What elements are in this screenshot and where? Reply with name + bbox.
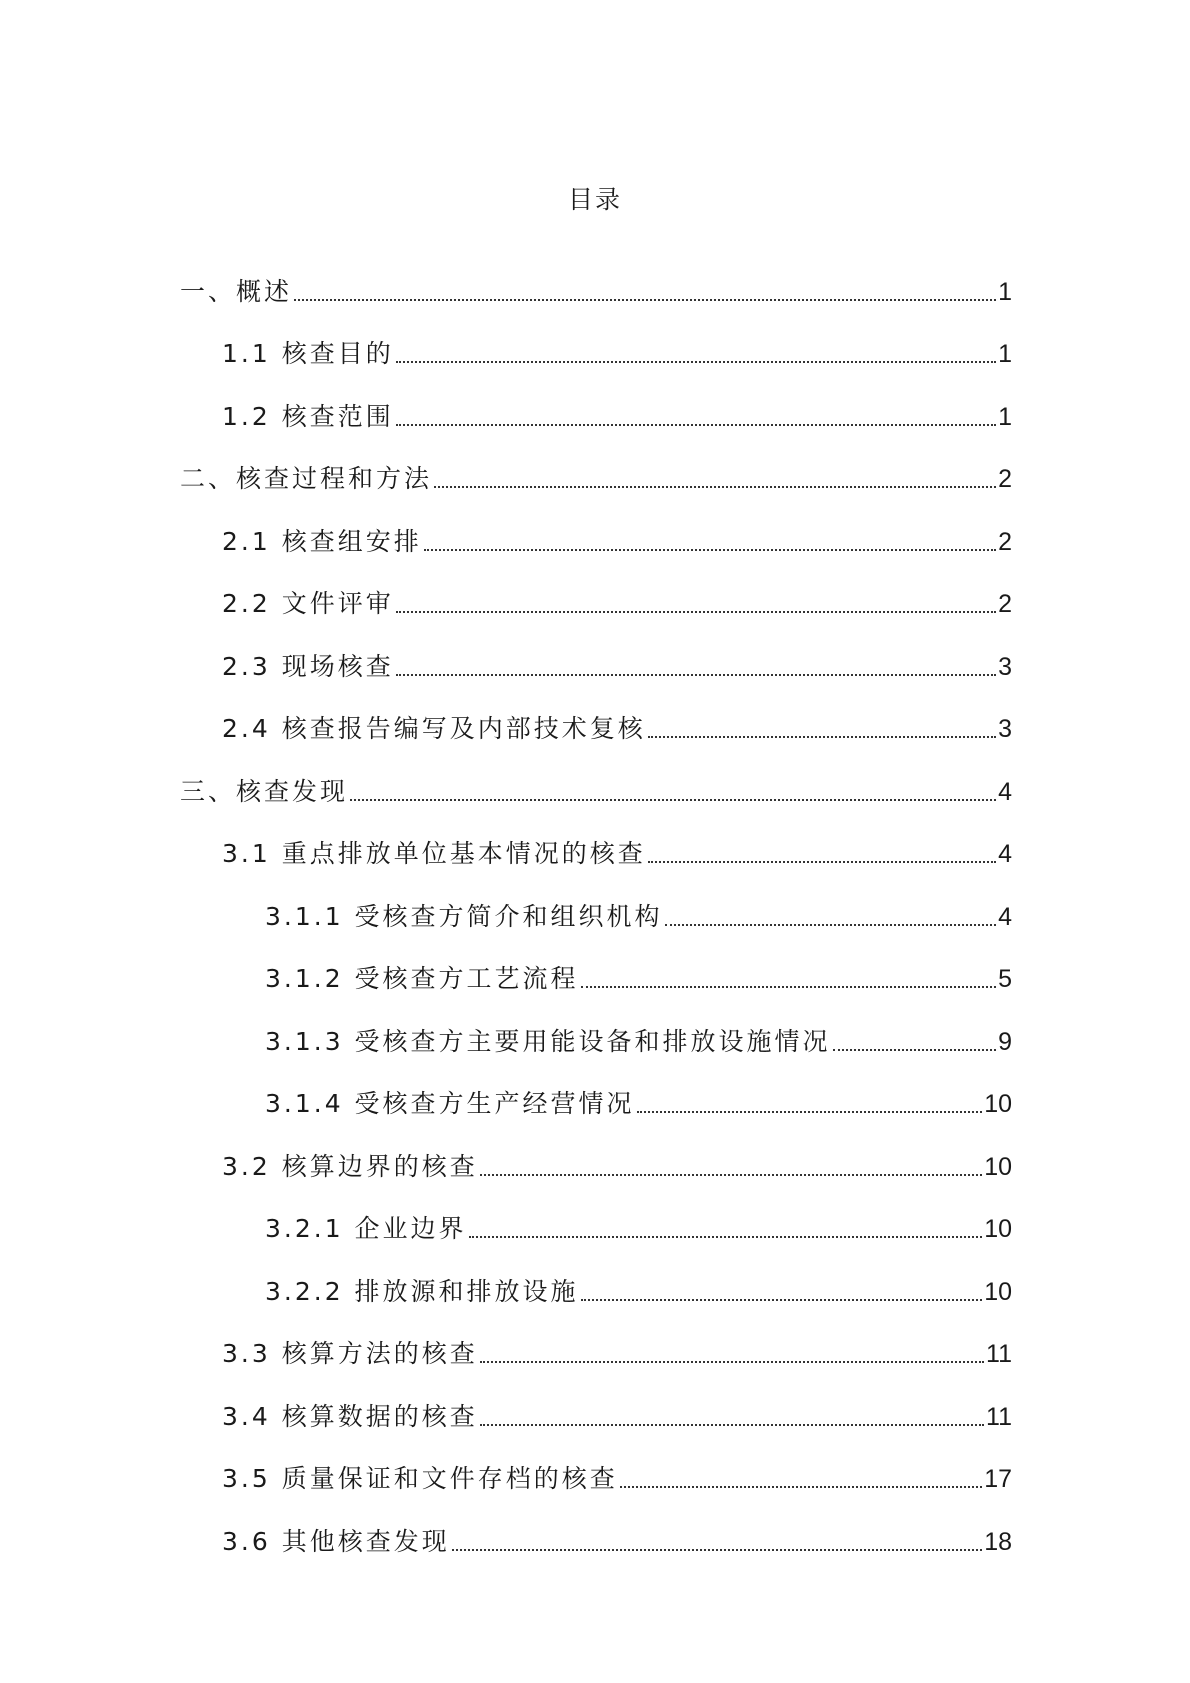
toc-dot-leader <box>480 1361 984 1363</box>
toc-entry[interactable] <box>180 1432 1012 1495</box>
toc-entry-text: 2.1 核查组安排 <box>222 526 422 556</box>
toc-page-number: 10 <box>984 1152 1012 1181</box>
toc-page-number: 17 <box>984 1465 1012 1493</box>
toc-entry-text: 2.3 现场核查 <box>222 651 394 681</box>
toc-entry-text: 三、核查发现 <box>180 776 349 806</box>
toc-entry[interactable] <box>180 307 1012 370</box>
toc-entry[interactable] <box>180 807 1012 870</box>
toc-title: 目录 <box>567 185 622 214</box>
toc-dot-leader <box>396 424 996 426</box>
toc-entry[interactable] <box>180 1119 1012 1182</box>
toc-dot-leader <box>620 1486 982 1488</box>
toc-entry[interactable] <box>180 1494 1012 1557</box>
toc-entry[interactable] <box>180 619 1012 682</box>
toc-entry-text: 2.2 文件评审 <box>222 589 394 618</box>
toc-entry[interactable] <box>180 557 1012 620</box>
toc-entry-text: 3.1.2 受核查方工艺流程 <box>265 964 579 993</box>
table-of-contents <box>180 244 1012 1557</box>
toc-page-number: 10 <box>984 1215 1012 1243</box>
toc-entry[interactable] <box>180 1057 1012 1120</box>
toc-dot-leader <box>480 1424 984 1426</box>
toc-page-number: 4 <box>998 777 1012 806</box>
toc-page-number: 2 <box>998 527 1012 556</box>
toc-page-number: 2 <box>998 590 1012 618</box>
toc-page-number: 5 <box>998 965 1012 993</box>
toc-dot-leader <box>396 361 996 363</box>
toc-entry-text: 3.1.4 受核查方生产经营情况 <box>265 1089 635 1118</box>
toc-entry[interactable] <box>180 244 1012 307</box>
toc-entry-text: 3.2.2 排放源和排放设施 <box>265 1276 579 1306</box>
toc-entry[interactable] <box>180 432 1012 495</box>
toc-entry[interactable] <box>180 1244 1012 1307</box>
toc-dot-leader <box>452 1549 982 1551</box>
toc-page-number: 2 <box>998 465 1012 493</box>
toc-dot-leader <box>469 1236 983 1238</box>
toc-entry[interactable] <box>180 869 1012 932</box>
toc-entry[interactable] <box>180 682 1012 745</box>
toc-entry-text: 3.6 其他核查发现 <box>222 1526 450 1556</box>
toc-dot-leader <box>648 861 996 863</box>
toc-entry[interactable] <box>180 369 1012 432</box>
toc-entry-text: 1.2 核查范围 <box>222 401 394 431</box>
toc-entry-text: 3.2.1 企业边界 <box>265 1214 467 1243</box>
toc-entry[interactable] <box>180 932 1012 995</box>
toc-page-number: 9 <box>998 1027 1012 1056</box>
toc-entry-text: 3.5 质量保证和文件存档的核查 <box>222 1464 618 1493</box>
toc-page-number: 10 <box>984 1277 1012 1306</box>
toc-entry[interactable] <box>180 744 1012 807</box>
toc-dot-leader <box>581 986 997 988</box>
toc-dot-leader <box>396 674 996 676</box>
toc-entry-text: 3.1 重点排放单位基本情况的核查 <box>222 839 646 868</box>
toc-entry-text: 3.3 核算方法的核查 <box>222 1339 478 1368</box>
toc-dot-leader <box>396 611 996 613</box>
toc-page-number: 1 <box>998 402 1012 431</box>
toc-dot-leader <box>294 299 996 301</box>
toc-entry-text: 3.1.3 受核查方主要用能设备和排放设施情况 <box>265 1026 831 1056</box>
toc-dot-leader <box>434 486 996 488</box>
toc-dot-leader <box>833 1049 997 1051</box>
toc-page-number: 18 <box>984 1527 1012 1556</box>
toc-page-number: 3 <box>998 652 1012 681</box>
toc-page-number: 11 <box>986 1402 1012 1431</box>
toc-dot-leader <box>350 799 996 801</box>
toc-entry-text: 3.2 核算边界的核查 <box>222 1151 478 1181</box>
toc-dot-leader <box>480 1174 982 1176</box>
toc-entry[interactable] <box>180 494 1012 557</box>
toc-entry[interactable] <box>180 1307 1012 1370</box>
toc-page-number: 3 <box>998 715 1012 743</box>
toc-entry-text: 3.1.1 受核查方简介和组织机构 <box>265 901 663 931</box>
toc-entry[interactable] <box>180 1182 1012 1245</box>
toc-entry-text: 1.1 核查目的 <box>222 339 394 368</box>
toc-page-number: 1 <box>998 340 1012 368</box>
toc-entry-text: 二、核查过程和方法 <box>180 464 433 493</box>
toc-dot-leader <box>648 736 996 738</box>
toc-dot-leader <box>665 924 997 926</box>
toc-entry[interactable] <box>180 1369 1012 1432</box>
toc-dot-leader <box>637 1111 983 1113</box>
toc-entry[interactable] <box>180 994 1012 1057</box>
toc-entry-text: 一、概述 <box>180 276 293 306</box>
toc-page-number: 1 <box>998 277 1012 306</box>
toc-page-number: 4 <box>998 902 1012 931</box>
toc-page-number: 4 <box>998 840 1012 868</box>
toc-page-number: 10 <box>984 1090 1012 1118</box>
toc-dot-leader <box>581 1299 983 1301</box>
toc-entry-text: 2.4 核查报告编写及内部技术复核 <box>222 714 646 743</box>
toc-entry-text: 3.4 核算数据的核查 <box>222 1401 478 1431</box>
toc-dot-leader <box>424 549 996 551</box>
toc-page-number: 11 <box>986 1340 1012 1368</box>
